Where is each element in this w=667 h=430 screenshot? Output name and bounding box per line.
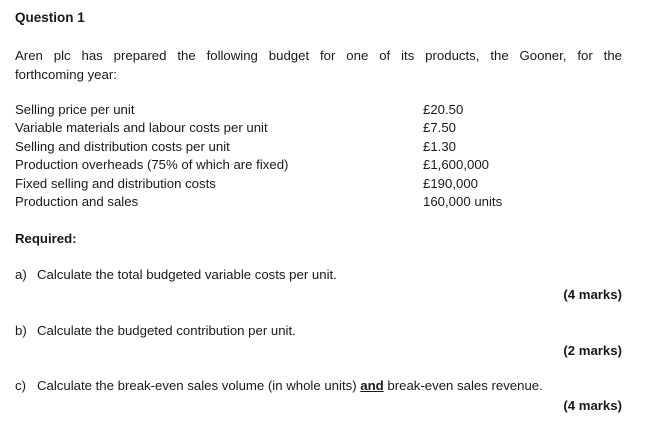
question-letter: a) (15, 267, 27, 282)
question-text: Calculate the budgeted contribution per unit. (37, 323, 296, 338)
budget-value: £7.50 (423, 120, 457, 136)
budget-value: £190,000 (423, 175, 479, 191)
budget-row-production-sales (15, 193, 615, 211)
budget-row-variable-costs (15, 119, 615, 137)
budget-value: £1,600,000 (423, 157, 490, 173)
intro-line-1: Aren plc has prepared the following budget for one of its products, the Gooner, for the (15, 48, 622, 63)
question-text-before: Calculate the break-even sales volume (in whole units) (37, 378, 357, 393)
marks-c: (4 marks) (563, 398, 622, 413)
question-heading: Question 1 (15, 10, 85, 25)
marks-a: (4 marks) (563, 287, 622, 302)
budget-value: £20.50 (423, 102, 464, 117)
marks-b: (2 marks) (563, 343, 622, 358)
intro-paragraph (15, 46, 622, 84)
question-emphasis: and (360, 378, 384, 393)
budget-label: Production overheads (75% of which are fixed) (15, 157, 289, 173)
required-heading: Required: (15, 231, 77, 246)
question-text: Calculate the total budgeted variable costs per unit. (37, 267, 337, 282)
budget-row-selling-distribution (15, 138, 615, 156)
question-c (15, 378, 543, 393)
question-text-after: break-even sales revenue. (387, 378, 543, 393)
budget-value: 160,000 units (423, 193, 503, 209)
question-b (15, 323, 296, 338)
budget-row-selling-price (15, 101, 615, 119)
budget-label: Variable materials and labour costs per unit (15, 120, 268, 136)
intro-line-2: forthcoming year: (15, 67, 117, 82)
budget-row-fixed-selling (15, 175, 615, 193)
budget-value: £1.30 (423, 138, 457, 154)
budget-label: Selling price per unit (15, 102, 135, 117)
budget-row-production-overheads (15, 156, 615, 174)
budget-table (15, 101, 615, 211)
budget-label: Production and sales (15, 193, 139, 209)
budget-label: Fixed selling and distribution costs (15, 175, 216, 191)
budget-label: Selling and distribution costs per unit (15, 138, 230, 154)
question-letter: b) (15, 323, 27, 338)
question-a (15, 267, 337, 282)
question-letter: c) (15, 378, 26, 393)
